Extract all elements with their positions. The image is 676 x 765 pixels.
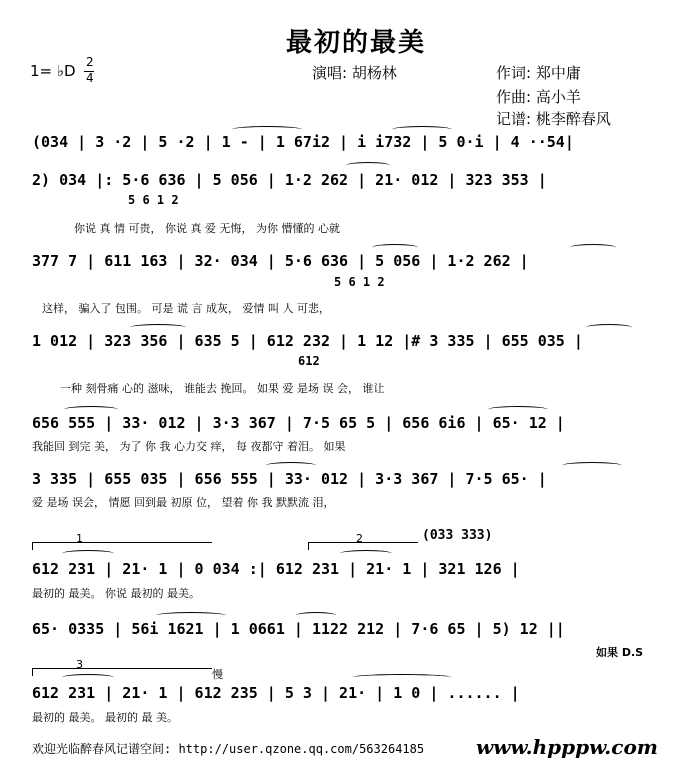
volta-3-number: 3 (76, 658, 83, 671)
volta-2-tick (308, 542, 309, 550)
score-row-4: 1 012 | 323 356 | 635 5 | 612 232 | 1 12 |# 3 335 | 655 035 | (32, 332, 583, 350)
slur (296, 612, 336, 619)
key-signature: 1= ♭D (30, 62, 76, 80)
singer: 演唱: 胡杨林 (312, 64, 397, 82)
volta-2-number: 2 (356, 532, 363, 545)
score-row-1: (034 | 3 ·2 | 5 ·2 | 1 - | 1 67i2 | i i732 | 5 0·i | 4 ··54| (32, 133, 574, 151)
score-row-7-top: (033 333) (422, 528, 493, 543)
score-row-5: 656 555 | 33· 012 | 3·3 367 | 7·5 65 5 | 656 6i6 | 65· 12 | (32, 414, 565, 432)
slur (346, 162, 390, 169)
score-row-7: 612 231 | 21· 1 | 0 034 :| 612 231 | 21· 1 | 321 126 | (32, 560, 520, 578)
volta-2-line (308, 542, 418, 543)
watermark: www.hpppw.com (476, 735, 658, 759)
slur (266, 462, 316, 469)
slur (488, 406, 548, 413)
score-row-8: 65· 0335 | 56i 1621 | 1 0661 | 1122 212 | 7·6 65 | 5) 12 || (32, 620, 565, 638)
slur (562, 462, 622, 469)
volta-1-tick (32, 542, 33, 550)
lyrics-row-4: 一种 刻骨痛 心的 滋味， 谁能去 挽回。 如果 爱 是场 误 会， 谁让 (60, 382, 385, 395)
volta-3-tick (32, 668, 33, 676)
slur (62, 550, 114, 557)
tempo-marking: 慢 (212, 668, 223, 681)
slur (130, 324, 186, 331)
score-row-6: 3 335 | 655 035 | 656 555 | 33· 012 | 3·3 367 | 7·5 65· | (32, 470, 547, 488)
page-title: 最初的最美 (286, 28, 427, 58)
slur (392, 126, 452, 133)
transcriber: 记谱: 桃李醉春风 (496, 110, 611, 128)
volta-3-line (32, 668, 212, 669)
slur (62, 674, 114, 681)
score-row-3-sub: 5 6 1 2 (334, 275, 385, 289)
slur (340, 550, 392, 557)
time-signature-top: 2 (86, 55, 94, 69)
slur (156, 612, 226, 619)
volta-1-line (32, 542, 212, 543)
lyrics-row-7: 最初的 最美。 你说 最初的 最美。 (32, 587, 200, 600)
time-signature-bottom: 4 (86, 71, 94, 85)
score-row-4-sub: 612 (298, 354, 320, 368)
footer-text: 欢迎光临醉春风记谱空间: http://user.qzone.qq.com/563264185 (32, 742, 425, 756)
score-row-3: 377 7 | 611 163 | 32· 034 | 5·6 636 | 5 056 | 1·2 262 | (32, 252, 529, 270)
lyricist: 作词: 郑中庸 (496, 64, 581, 82)
composer: 作曲: 高小羊 (496, 88, 581, 106)
slur (64, 406, 118, 413)
ds-marking: 如果 D.S (596, 646, 644, 659)
slur (232, 126, 302, 133)
slur (586, 324, 632, 331)
score-row-2-sub: 5 6 1 2 (128, 193, 179, 207)
score-row-2: 2) 034 |: 5·6 636 | 5 056 | 1·2 262 | 21· 012 | 323 353 | (32, 171, 547, 189)
lyrics-row-9: 最初的 最美。 最初的 最 美。 (32, 711, 178, 724)
lyrics-row-6: 爱 是场 误会， 情愿 回到最 初原 位， 望着 你 我 默默流 泪， (32, 496, 335, 509)
slur (372, 244, 418, 251)
lyrics-row-2: 你说 真 情 可贵， 你说 真 爱 无悔， 为你 懵懂的 心就 (74, 222, 340, 235)
volta-1-number: 1 (76, 532, 83, 545)
slur (352, 674, 452, 681)
slur (570, 244, 616, 251)
lyrics-row-3: 这样， 骗入了 包围。 可是 谎 言 成灰， 爱情 叫 人 可悲， (42, 302, 330, 315)
score-row-9: 612 231 | 21· 1 | 612 235 | 5 3 | 21· | 1 0 | ...... | (32, 684, 520, 702)
lyrics-row-5: 我能回 到完 美， 为了 你 我 心力交 痒， 每 夜都守 着泪。 如果 (32, 440, 346, 453)
